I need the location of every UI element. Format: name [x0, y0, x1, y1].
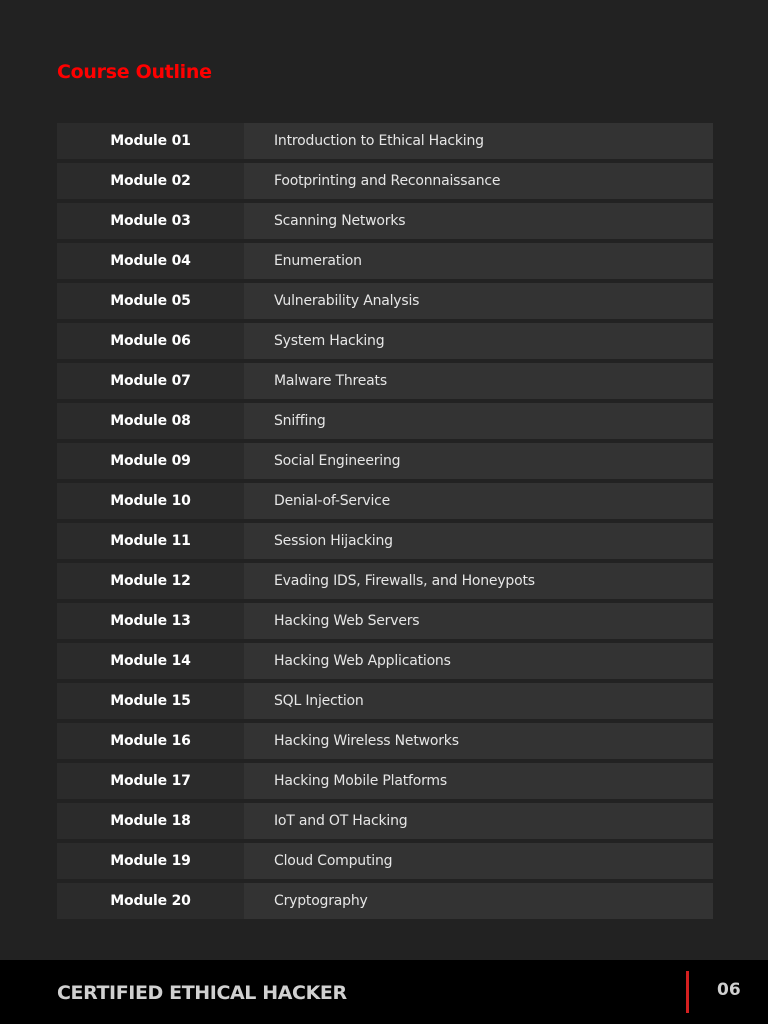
course-outline-table: [57, 123, 713, 919]
module-row: [57, 683, 713, 719]
module-row: [57, 203, 713, 239]
module-number: Module 01: [57, 123, 244, 159]
module-row: [57, 843, 713, 879]
module-row: [57, 563, 713, 599]
footer-divider: [686, 971, 689, 1013]
module-number: Module 07: [57, 363, 244, 399]
module-number: Module 14: [57, 643, 244, 679]
module-title: Hacking Web Servers: [244, 603, 713, 639]
module-title: Hacking Mobile Platforms: [244, 763, 713, 799]
module-title: Malware Threats: [244, 363, 713, 399]
module-title: SQL Injection: [244, 683, 713, 719]
module-number: Module 06: [57, 323, 244, 359]
module-number: Module 20: [57, 883, 244, 919]
module-row: [57, 883, 713, 919]
module-number: Module 13: [57, 603, 244, 639]
module-number: Module 08: [57, 403, 244, 439]
module-number: Module 03: [57, 203, 244, 239]
module-number: Module 19: [57, 843, 244, 879]
module-number: Module 05: [57, 283, 244, 319]
module-row: [57, 643, 713, 679]
module-title: Cryptography: [244, 883, 713, 919]
module-number: Module 12: [57, 563, 244, 599]
module-title: Session Hijacking: [244, 523, 713, 559]
page-title: Course Outline: [57, 61, 212, 83]
module-title: IoT and OT Hacking: [244, 803, 713, 839]
module-title: Denial-of-Service: [244, 483, 713, 519]
module-row: [57, 403, 713, 439]
module-title: Footprinting and Reconnaissance: [244, 163, 713, 199]
module-row: [57, 723, 713, 759]
module-row: [57, 323, 713, 359]
module-title: Hacking Wireless Networks: [244, 723, 713, 759]
module-number: Module 18: [57, 803, 244, 839]
module-title: Cloud Computing: [244, 843, 713, 879]
module-title: Scanning Networks: [244, 203, 713, 239]
module-row: [57, 363, 713, 399]
module-row: [57, 603, 713, 639]
module-title: Sniffing: [244, 403, 713, 439]
page-number: 06: [717, 980, 741, 1000]
module-title: Hacking Web Applications: [244, 643, 713, 679]
module-title: Enumeration: [244, 243, 713, 279]
module-number: Module 04: [57, 243, 244, 279]
module-number: Module 11: [57, 523, 244, 559]
module-number: Module 10: [57, 483, 244, 519]
module-number: Module 09: [57, 443, 244, 479]
footer-title: CERTIFIED ETHICAL HACKER: [57, 982, 347, 1004]
module-row: [57, 163, 713, 199]
module-number: Module 17: [57, 763, 244, 799]
page-footer: [0, 960, 768, 1024]
module-row: [57, 523, 713, 559]
module-row: [57, 123, 713, 159]
module-title: Social Engineering: [244, 443, 713, 479]
module-row: [57, 763, 713, 799]
module-title: Introduction to Ethical Hacking: [244, 123, 713, 159]
module-title: System Hacking: [244, 323, 713, 359]
module-number: Module 02: [57, 163, 244, 199]
module-title: Vulnerability Analysis: [244, 283, 713, 319]
module-title: Evading IDS, Firewalls, and Honeypots: [244, 563, 713, 599]
module-row: [57, 443, 713, 479]
module-row: [57, 283, 713, 319]
module-number: Module 15: [57, 683, 244, 719]
module-row: [57, 483, 713, 519]
module-row: [57, 243, 713, 279]
module-number: Module 16: [57, 723, 244, 759]
module-row: [57, 803, 713, 839]
